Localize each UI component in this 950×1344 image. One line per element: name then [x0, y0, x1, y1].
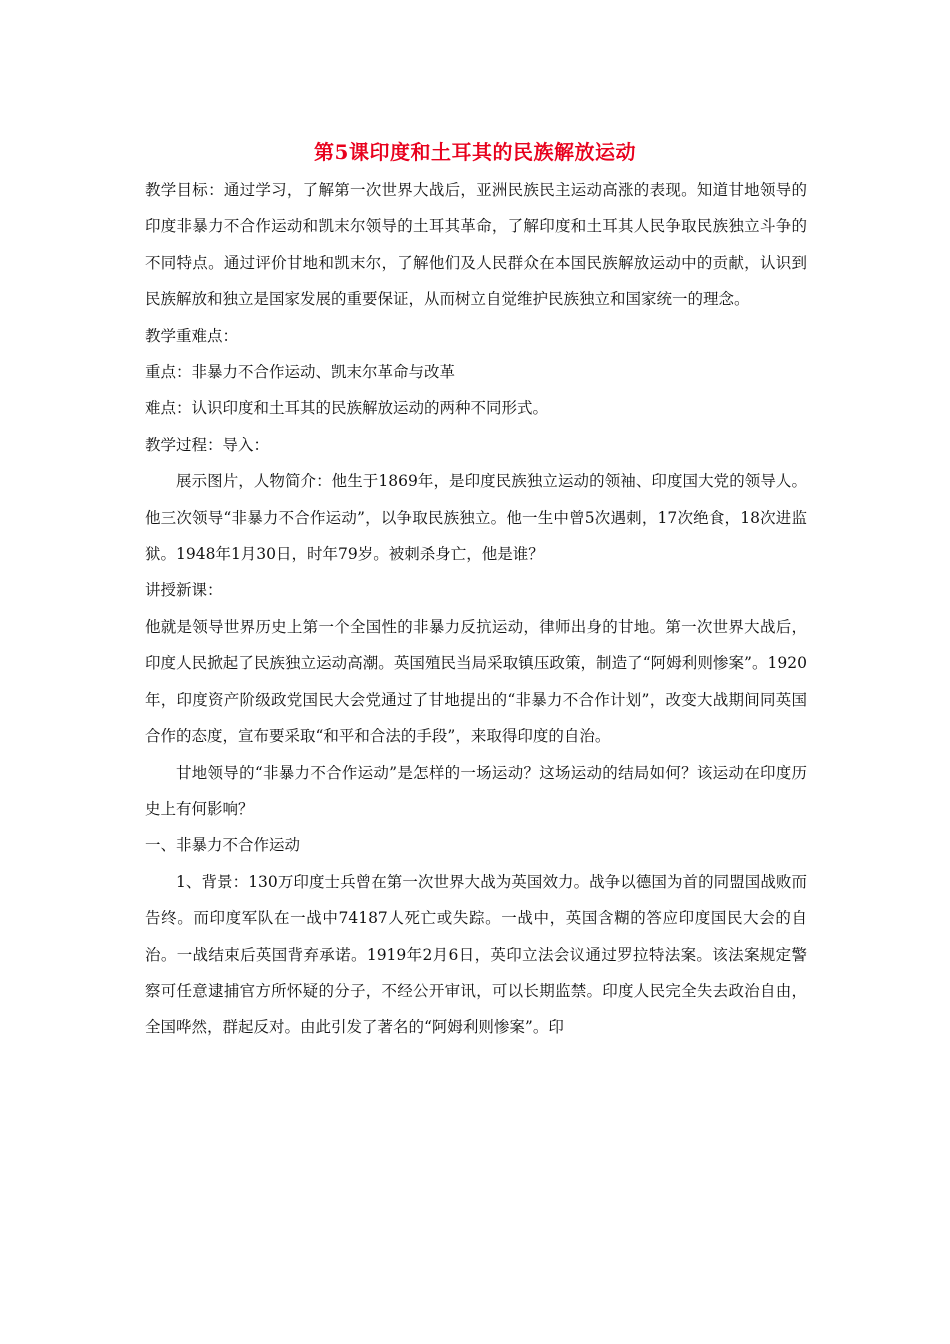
paragraph-teaching-goals: 教学目标：通过学习，了解第一次世界大战后，亚洲民族民主运动高涨的表现。知道甘地领导的印度非暴力不合作运动和凯末尔领导的土耳其革命，了解印度和土耳其人民争取民族独立斗争的不同特点。通过评价甘地和凯末尔，了解他们及人民群众在本国民族解放运动中的贡献，认识到民族解放和独立是国家发展的重要保证，从而树立自觉维护民族独立和国家统一的理念。 [145, 181, 807, 309]
paragraph-key-points: 重点：非暴力不合作运动、凯末尔革命与改革 [145, 363, 456, 382]
section-heading-non-violence: 一、非暴力不合作运动 [145, 836, 301, 855]
paragraph-background: 1、背景：130万印度士兵曾在第一次世界大战为英国效力。战争以德国为首的同盟国战败而告终。而印度军队在一战中74187人死亡或失踪。一战中，英国含糊的答应印度国民大会的自治。一战结束后英国背弃承诺。1919年2月6日，英印立法会议通过罗拉特法案。该法案规定警察可任意逮捕官方所怀疑的分子，不经公开审讯，可以长期监禁。印度人民完全失去政治自由，全国哗然，群起反对。由此引发了著名的“阿姆利则惨案”。印 [145, 872, 807, 1037]
paragraph-intro-picture: 展示图片，人物简介：他生于1869年，是印度民族独立运动的领袖、印度国大党的领导人。他三次领导“非暴力不合作运动”，以争取民族独立。他一生中曾5次遇刺，17次绝食，18次进监狱。1948年1月30日，时年79岁。被刺杀身亡，他是谁？ [145, 472, 807, 564]
paragraph-question: 甘地领导的“非暴力不合作运动”是怎样的一场运动？这场运动的结局如何？该运动在印度历史上有何影响？ [145, 763, 807, 818]
document-title: 第5课印度和土耳其的民族解放运动 [314, 140, 636, 164]
paragraph-new-lesson-heading: 讲授新课： [145, 581, 223, 600]
paragraph-key-difficulties-heading: 教学重难点： [145, 326, 239, 345]
paragraph-difficult-points: 难点：认识印度和土耳其的民族解放运动的两种不同形式。 [145, 399, 549, 418]
paragraph-gandhi-intro: 他就是领导世界历史上第一个全国性的非暴力反抗运动，律师出身的甘地。第一次世界大战后，印度人民掀起了民族独立运动高潮。英国殖民当局采取镇压政策，制造了“阿姆利则惨案”。1920年，印度资产阶级政党国民大会党通过了甘地提出的“非暴力不合作计划”，改变大战期间同英国合作的态度，宣布要采取“和平和合法的手段”，来取得印度的自治。 [145, 617, 807, 746]
paragraph-teaching-process: 教学过程：导入： [145, 435, 270, 454]
document-body [145, 172, 807, 1046]
